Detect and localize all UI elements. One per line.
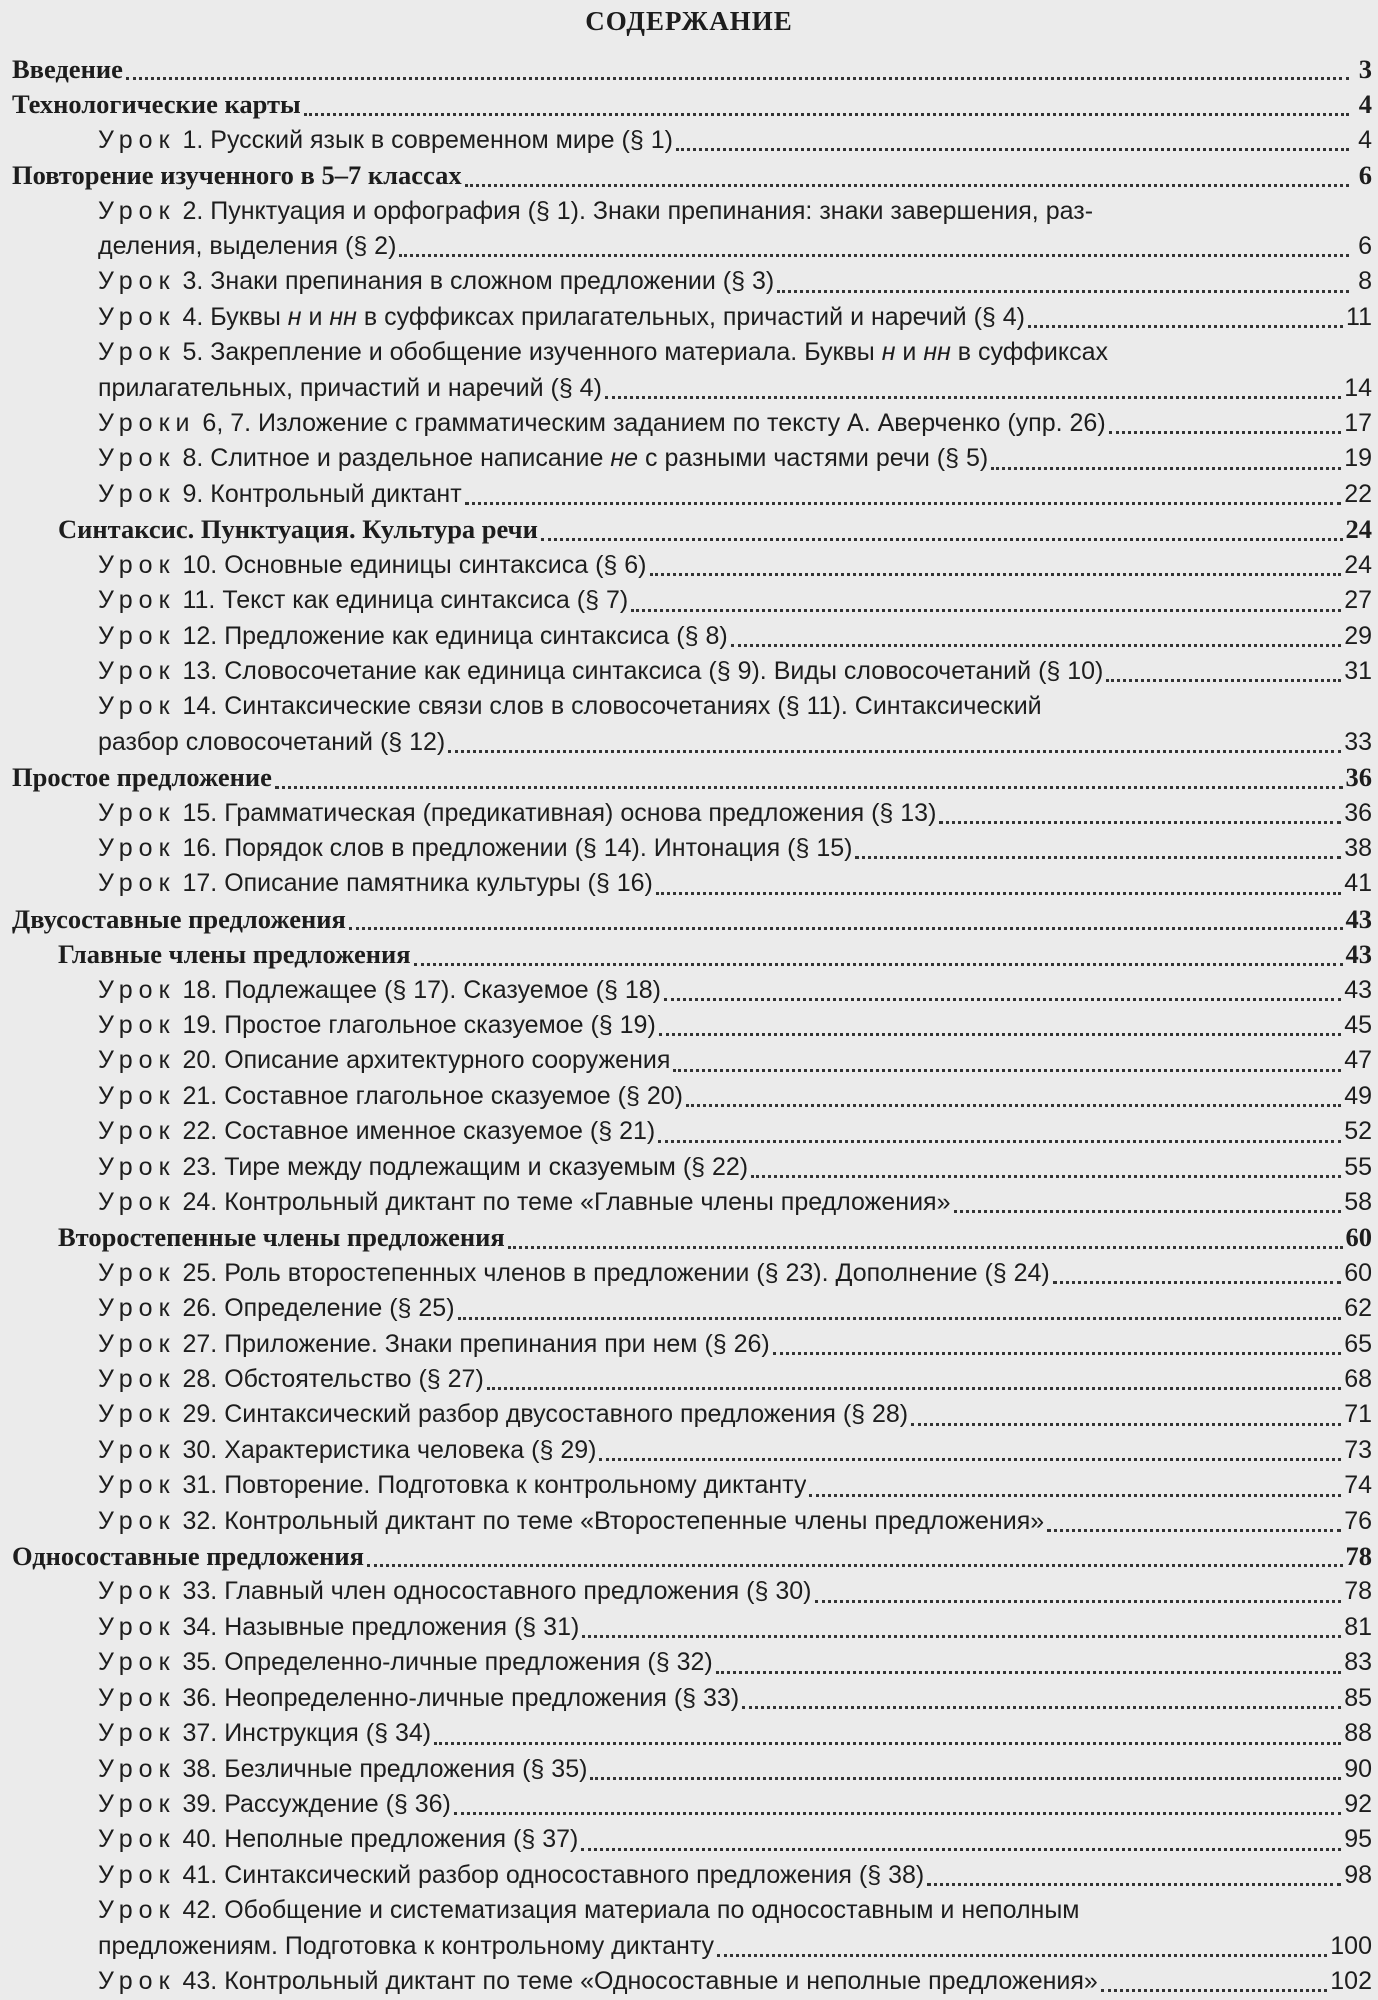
toc-lesson-entry[interactable] [0, 1291, 1372, 1326]
page-number: 71 [1344, 1400, 1372, 1429]
lesson-label: Урок [98, 975, 176, 1004]
dot-leader [434, 1742, 1341, 1745]
dot-leader [599, 1458, 1341, 1461]
lesson-title: 40. Неполные предложения (§ 37) [182, 1825, 579, 1854]
lesson-title: 6, 7. Изложение с грамматическим заданием по тексту А. Аверченко (упр. 26) [202, 409, 1106, 438]
toc-lesson-entry-continued[interactable] [0, 1929, 1372, 1964]
lesson-label: Урок [98, 302, 176, 331]
toc-lesson-entry[interactable] [0, 866, 1372, 901]
dot-leader [658, 1140, 1341, 1143]
lesson-title: 5. Закрепление и обобщение изученного материала. Буквы н и нн в суффиксах [182, 338, 1108, 367]
dot-leader [605, 396, 1341, 399]
dot-leader [126, 77, 1349, 80]
lesson-title: 13. Словосочетание как единица синтаксиса (§ 9). Виды словосочетаний (§ 10) [182, 656, 1104, 685]
toc-lesson-entry[interactable] [0, 1822, 1372, 1857]
lesson-title: 2. Пунктуация и орфография (§ 1). Знаки препинания: знаки завершения, раз- [182, 196, 1094, 225]
section-title: Технологические карты [12, 89, 301, 120]
page-number: 24 [1345, 514, 1372, 545]
lesson-label: Урок [98, 125, 176, 154]
lesson-title: 30. Характеристика человека (§ 29) [182, 1435, 597, 1464]
lesson-title: 42. Обобщение и систематизация материала по односоставным и неполным [182, 1896, 1080, 1925]
lesson-title: 3. Знаки препинания в сложном предложении (§ 3) [182, 267, 775, 296]
lesson-label: Уроки [98, 409, 196, 438]
toc-lesson-entry[interactable] [0, 654, 1372, 689]
toc-lesson-entry[interactable] [0, 1114, 1372, 1149]
toc-lesson-entry[interactable] [0, 689, 1372, 724]
dot-leader [1047, 1529, 1341, 1532]
page-number: 55 [1344, 1152, 1372, 1181]
toc-lesson-entry[interactable] [0, 1256, 1372, 1291]
toc-lesson-entry[interactable] [0, 1043, 1372, 1078]
page-number: 85 [1344, 1683, 1372, 1712]
page-number: 49 [1344, 1081, 1372, 1110]
toc-lesson-entry[interactable] [0, 1858, 1372, 1893]
lesson-title: 8. Слитное и раздельное написание не с разными частями речи (§ 5) [182, 444, 989, 473]
page-number: 27 [1344, 586, 1372, 615]
dot-leader [508, 1246, 1343, 1249]
lesson-title: 26. Определение (§ 25) [182, 1294, 455, 1323]
lesson-label: Урок [98, 1719, 176, 1748]
dot-leader [855, 856, 1341, 859]
lesson-label: Урок [98, 1825, 176, 1854]
page-number: 88 [1344, 1719, 1372, 1748]
lesson-label: Урок [98, 444, 176, 473]
toc-section-entry[interactable] [0, 52, 1372, 87]
dot-leader [809, 1494, 1341, 1497]
dot-leader [487, 1387, 1341, 1390]
dot-leader [742, 1706, 1341, 1709]
page-number: 4 [1358, 89, 1372, 120]
toc-lesson-entry[interactable] [0, 1468, 1372, 1503]
dot-leader [686, 1104, 1341, 1107]
lesson-label: Урок [98, 833, 176, 862]
lesson-title: 19. Простое глагольное сказуемое (§ 19) [182, 1010, 656, 1039]
subsection-title: Второстепенные члены предложения [58, 1222, 505, 1253]
lesson-label: Урок [98, 1188, 176, 1216]
page-number: 92 [1344, 1789, 1372, 1818]
lesson-label: Урок [98, 1612, 176, 1641]
page-number: 60 [1345, 1222, 1372, 1253]
page-number: 43 [1344, 975, 1372, 1004]
page-number: 100 [1330, 1931, 1372, 1960]
page-number: 78 [1344, 1577, 1372, 1606]
page-number: 6 [1358, 160, 1372, 191]
toc-lesson-entry[interactable] [0, 477, 1372, 512]
lesson-label: Урок [98, 869, 176, 898]
lesson-title: 38. Безличные предложения (§ 35) [182, 1754, 588, 1783]
toc-lesson-entry[interactable] [0, 1185, 1372, 1220]
toc-lesson-entry[interactable] [0, 1079, 1372, 1114]
lesson-title: 21. Составное глагольное сказуемое (§ 20) [182, 1081, 683, 1110]
toc-lesson-entry[interactable] [0, 1645, 1372, 1680]
section-title: Повторение изученного в 5–7 классах [12, 160, 462, 191]
section-title: Двусоставные предложения [12, 903, 346, 934]
toc-lesson-entry[interactable] [0, 1893, 1372, 1928]
toc-lesson-entry[interactable] [0, 1681, 1372, 1716]
page-number: 90 [1344, 1754, 1372, 1783]
toc-lesson-entry[interactable] [0, 1716, 1372, 1751]
lesson-label: Урок [98, 1506, 176, 1535]
dot-leader [650, 573, 1342, 576]
table-of-contents [0, 52, 1372, 1999]
section-title: Односоставные предложения [12, 1541, 364, 1572]
page-number: 102 [1330, 1966, 1372, 1995]
dot-leader [1101, 1989, 1327, 1992]
lesson-label: Урок [98, 1117, 176, 1146]
dot-leader [367, 1564, 1343, 1567]
toc-lesson-entry[interactable] [0, 1964, 1372, 1999]
dot-leader [631, 609, 1341, 612]
lesson-label: Урок [98, 1966, 176, 1995]
dot-leader [815, 1600, 1342, 1603]
lesson-title: 32. Контрольный диктант по теме «Второстепенные члены предложения» [182, 1506, 1045, 1535]
page-number: 3 [1358, 54, 1372, 84]
lesson-label: Урок [98, 1471, 176, 1500]
toc-lesson-entry-continued[interactable] [0, 725, 1372, 760]
lesson-label: Урок [98, 1683, 176, 1712]
page-number: 76 [1344, 1506, 1372, 1535]
page-number: 19 [1344, 444, 1372, 473]
toc-section-entry[interactable] [0, 158, 1372, 193]
toc-lesson-entry[interactable] [0, 1574, 1372, 1609]
lesson-label: Урок [98, 1081, 176, 1110]
lesson-title: 41. Синтаксический разбор односоставного предложения (§ 38) [182, 1860, 925, 1889]
lesson-title-continued: предложениям. Подготовка к контрольному диктанту [98, 1931, 715, 1960]
dot-leader [676, 148, 1349, 151]
dot-leader [1028, 325, 1343, 328]
dot-leader [751, 1175, 1341, 1178]
lesson-title-continued: разбор словосочетаний (§ 12) [98, 727, 446, 756]
page-number: 22 [1344, 479, 1372, 508]
dot-leader [581, 1848, 1341, 1851]
lesson-label: Урок [98, 338, 176, 367]
page-number: 11 [1346, 302, 1372, 331]
lesson-title: 34. Назывные предложения (§ 31) [182, 1612, 580, 1641]
lesson-title: 20. Описание архитектурного сооружения [182, 1046, 671, 1075]
dot-leader [991, 467, 1341, 470]
dot-leader [777, 290, 1349, 293]
page-title: СОДЕРЖАНИЕ [585, 6, 793, 36]
toc-section-entry[interactable] [0, 760, 1372, 795]
page-number: 6 [1358, 232, 1372, 261]
page-number: 17 [1344, 409, 1372, 438]
lesson-title: 29. Синтаксический разбор двусоставного предложения (§ 28) [182, 1400, 909, 1429]
toc-section-entry[interactable] [0, 902, 1372, 937]
lesson-label: Урок [98, 1789, 176, 1818]
lesson-label: Урок [98, 1294, 176, 1323]
page-number: 45 [1344, 1010, 1372, 1039]
dot-leader [731, 644, 1341, 647]
dot-leader [448, 750, 1341, 753]
lesson-label: Урок [98, 479, 176, 508]
subsection-title: Синтаксис. Пунктуация. Культура речи [58, 514, 538, 545]
section-title: Введение [12, 54, 123, 84]
dot-leader [911, 1423, 1341, 1426]
lesson-title: 22. Составное именное сказуемое (§ 21) [182, 1117, 656, 1146]
lesson-title: 25. Роль второстепенных членов в предложении (§ 23). Дополнение (§ 24) [182, 1258, 1050, 1287]
toc-section-entry[interactable] [0, 87, 1372, 122]
toc-subsection-entry[interactable] [0, 512, 1372, 547]
lesson-title: 43. Контрольный диктант по теме «Односоставные и неполные предложения» [182, 1966, 1098, 1995]
page-number: 60 [1344, 1258, 1372, 1287]
page-number: 73 [1344, 1435, 1372, 1464]
lesson-title-continued: прилагательных, причастий и наречий (§ 4) [98, 373, 602, 402]
page-number: 52 [1344, 1117, 1372, 1146]
toc-lesson-entry[interactable] [0, 1008, 1372, 1043]
lesson-title: 15. Грамматическая (предикативная) основа предложения (§ 13) [182, 798, 937, 827]
dot-leader [454, 1812, 1341, 1815]
subsection-title: Главные члены предложения [58, 939, 411, 970]
dot-leader [673, 1069, 1341, 1072]
dot-leader [414, 963, 1343, 966]
page-number: 81 [1344, 1612, 1372, 1641]
lesson-label: Урок [98, 1400, 176, 1429]
lesson-label: Урок [98, 1896, 176, 1925]
toc-lesson-entry[interactable] [0, 973, 1372, 1008]
lesson-title: 28. Обстоятельство (§ 27) [182, 1365, 484, 1394]
toc-lesson-entry[interactable] [0, 406, 1372, 441]
lesson-label: Урок [98, 1860, 176, 1889]
page-number: 68 [1344, 1365, 1372, 1394]
lesson-title: 35. Определенно-личные предложения (§ 32) [182, 1648, 713, 1677]
lesson-title: 36. Неопределенно-личные предложения (§ 33) [182, 1683, 740, 1712]
toc-lesson-entry[interactable] [0, 1752, 1372, 1787]
lesson-label: Урок [98, 196, 176, 225]
dot-leader [954, 1210, 1342, 1213]
lesson-label: Урок [98, 692, 176, 721]
page-number: 74 [1344, 1471, 1372, 1500]
dot-leader [349, 927, 1343, 930]
lesson-label: Урок [98, 798, 176, 827]
dot-leader [717, 1954, 1327, 1957]
toc-subsection-entry[interactable] [0, 1220, 1372, 1255]
lesson-title: 37. Инструкция (§ 34) [182, 1719, 432, 1748]
toc-lesson-entry[interactable] [0, 300, 1372, 335]
dot-leader [465, 502, 1342, 505]
toc-lesson-entry[interactable] [0, 1362, 1372, 1397]
toc-lesson-entry[interactable] [0, 441, 1372, 476]
page-number: 31 [1344, 656, 1372, 685]
page-number: 38 [1344, 833, 1372, 862]
page-number: 36 [1344, 798, 1372, 827]
dot-leader [458, 1317, 1342, 1320]
dot-leader [590, 1777, 1341, 1780]
page-number: 8 [1358, 267, 1372, 296]
dot-leader [399, 254, 1349, 257]
page-number: 62 [1344, 1294, 1372, 1323]
page-number: 78 [1345, 1541, 1372, 1572]
page-number: 47 [1344, 1046, 1372, 1075]
dot-leader [582, 1635, 1341, 1638]
page-number: 14 [1344, 373, 1372, 402]
dot-leader [1106, 679, 1341, 682]
lesson-title: 27. Приложение. Знаки препинания при нем (§ 26) [182, 1329, 770, 1358]
page-number: 43 [1345, 939, 1372, 970]
dot-leader [465, 184, 1349, 187]
toc-lesson-entry[interactable] [0, 123, 1372, 158]
dot-leader [659, 1033, 1341, 1036]
lesson-label: Урок [98, 1648, 176, 1677]
toc-lesson-entry[interactable] [0, 1433, 1372, 1468]
toc-lesson-entry[interactable] [0, 1397, 1372, 1432]
toc-lesson-entry[interactable] [0, 831, 1372, 866]
toc-lesson-entry[interactable] [0, 1150, 1372, 1185]
lesson-title: 1. Русский язык в современном мире (§ 1) [182, 125, 673, 154]
section-title: Простое предложение [12, 762, 272, 793]
page-number: 4 [1358, 125, 1372, 154]
dot-leader [664, 998, 1341, 1001]
page-number: 24 [1344, 550, 1372, 579]
dot-leader [1053, 1281, 1341, 1284]
toc-lesson-entry[interactable] [0, 796, 1372, 831]
toc-lesson-entry[interactable] [0, 264, 1372, 299]
lesson-title: 39. Рассуждение (§ 36) [182, 1789, 451, 1818]
lesson-title: 11. Текст как единица синтаксиса (§ 7) [182, 586, 629, 615]
page-number: 29 [1344, 621, 1372, 650]
lesson-label: Урок [98, 1577, 176, 1606]
lesson-title: 23. Тире между подлежащим и сказуемым (§ 22) [182, 1152, 749, 1181]
lesson-label: Урок [98, 621, 176, 650]
lesson-title: 33. Главный член односоставного предложения (§ 30) [182, 1577, 812, 1606]
dot-leader [716, 1671, 1341, 1674]
lesson-title: 18. Подлежащее (§ 17). Сказуемое (§ 18) [182, 975, 661, 1004]
lesson-label: Урок [98, 1435, 176, 1464]
toc-lesson-entry[interactable] [0, 583, 1372, 618]
toc-lesson-entry[interactable] [0, 335, 1372, 370]
lesson-label: Урок [98, 586, 176, 615]
dot-leader [927, 1883, 1341, 1886]
lesson-label: Урок [98, 550, 176, 579]
lesson-title: 24. Контрольный диктант по теме «Главные члены предложения» [182, 1188, 951, 1216]
toc-lesson-entry[interactable] [0, 1327, 1372, 1362]
toc-lesson-entry-continued[interactable] [0, 371, 1372, 406]
dot-leader [773, 1352, 1341, 1355]
toc-lesson-entry[interactable] [0, 1504, 1372, 1539]
dot-leader [275, 786, 1343, 789]
lesson-label: Урок [98, 1258, 176, 1287]
lesson-title: 14. Синтаксические связи слов в словосочетаниях (§ 11). Синтаксический [182, 692, 1042, 721]
lesson-title: 9. Контрольный диктант [182, 479, 462, 508]
toc-lesson-entry[interactable] [0, 548, 1372, 583]
lesson-label: Урок [98, 1365, 176, 1394]
toc-lesson-entry[interactable] [0, 194, 1372, 229]
lesson-title-continued: деления, выделения (§ 2) [98, 232, 397, 261]
toc-lesson-entry[interactable] [0, 1610, 1372, 1645]
page-number: 58 [1344, 1188, 1372, 1216]
toc-subsection-entry[interactable] [0, 937, 1372, 972]
lesson-title: 4. Буквы н и нн в суффиксах прилагательных, причастий и наречий (§ 4) [182, 302, 1026, 331]
lesson-title: 31. Повторение. Подготовка к контрольному диктанту [182, 1471, 807, 1500]
dot-leader [541, 538, 1343, 541]
dot-leader [1109, 431, 1342, 434]
lesson-label: Урок [98, 1152, 176, 1181]
page-number: 65 [1344, 1329, 1372, 1358]
page-number: 98 [1344, 1860, 1372, 1889]
lesson-label: Урок [98, 267, 176, 296]
dot-leader [656, 892, 1341, 895]
lesson-label: Урок [98, 656, 176, 685]
page-number: 83 [1344, 1648, 1372, 1677]
dot-leader [939, 821, 1341, 824]
page-number: 95 [1344, 1825, 1372, 1854]
page-number: 43 [1345, 903, 1372, 934]
page-number: 33 [1344, 727, 1372, 756]
toc-lesson-entry[interactable] [0, 1787, 1372, 1822]
page-number: 41 [1344, 869, 1372, 898]
lesson-title: 17. Описание памятника культуры (§ 16) [182, 869, 653, 898]
lesson-title: 10. Основные единицы синтаксиса (§ 6) [182, 550, 647, 579]
lesson-title: 16. Порядок слов в предложении (§ 14). Интонация (§ 15) [182, 833, 853, 862]
lesson-title: 12. Предложение как единица синтаксиса (§ 8) [182, 621, 728, 650]
lesson-label: Урок [98, 1329, 176, 1358]
page-number: 36 [1345, 762, 1372, 793]
toc-lesson-entry[interactable] [0, 619, 1372, 654]
toc-section-entry[interactable] [0, 1539, 1372, 1574]
toc-lesson-entry-continued[interactable] [0, 229, 1372, 264]
dot-leader [304, 113, 1349, 116]
lesson-label: Урок [98, 1010, 176, 1039]
lesson-label: Урок [98, 1754, 176, 1783]
lesson-label: Урок [98, 1046, 176, 1075]
